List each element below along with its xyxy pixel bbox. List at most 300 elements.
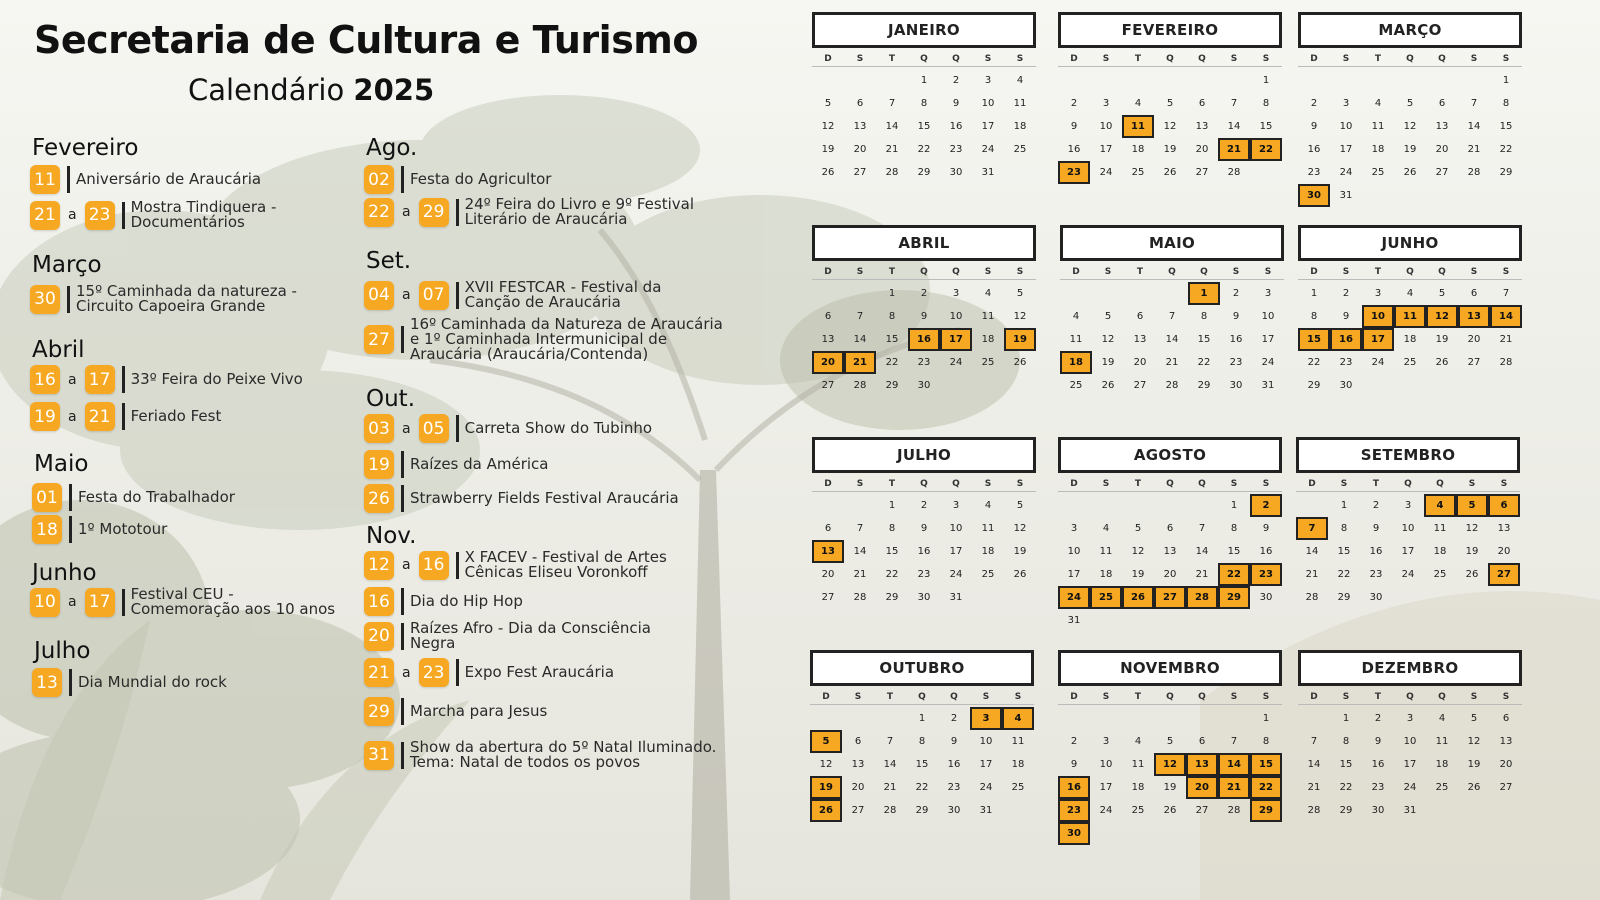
calendar-day: 29 [1499, 167, 1513, 178]
calendar-day: 29 [1197, 380, 1211, 391]
calendar-day: 14 [1227, 121, 1241, 132]
calendar-day: 9 [1070, 121, 1078, 132]
calendar-day: 24 [949, 569, 963, 580]
calendar-day: 21 [1467, 144, 1481, 155]
event-title: Festival CEU - Comemoração aos 10 anos [130, 585, 336, 618]
empty-day [1154, 707, 1186, 730]
event-item [30, 402, 221, 431]
calendar-day: 11 [1013, 98, 1027, 109]
calendar-day: 31 [1067, 615, 1081, 626]
calendar-day: 15 [917, 121, 931, 132]
date-badge: 03 [364, 414, 394, 443]
month-calendar [812, 225, 1036, 397]
calendar-day: 6 [824, 523, 832, 534]
calendar-day: 12 [1131, 546, 1145, 557]
month-heading: Julho [34, 638, 91, 664]
weekday-label: Q [1166, 691, 1174, 702]
event-day: 4 [1002, 707, 1034, 730]
event-item [32, 515, 167, 544]
calendar-day: 26 [1013, 357, 1027, 368]
calendar-day: 25 [981, 569, 995, 580]
date-badge: 10 [30, 588, 60, 617]
weekday-label: S [856, 266, 864, 277]
month-calendar [1298, 650, 1522, 822]
calendar-day: 23 [1229, 357, 1243, 368]
calendar-day: 10 [1099, 759, 1113, 770]
month-calendar [1296, 437, 1520, 609]
calendar-day: 30 [1259, 592, 1273, 603]
weekday-label: S [1102, 691, 1110, 702]
weekday-header [1060, 264, 1284, 280]
calendar-day: 31 [979, 805, 993, 816]
calendar-day: 1 [1502, 75, 1510, 86]
event-day: 2 [1250, 494, 1282, 517]
calendar-day: 22 [1499, 144, 1513, 155]
event-item [32, 483, 235, 512]
calendar-day: 7 [856, 311, 864, 322]
date-badge-end: 17 [85, 365, 115, 394]
calendar-day: 7 [1230, 736, 1238, 747]
range-connector: a [402, 420, 411, 437]
calendar-month-name: FEVEREIRO [1058, 12, 1282, 48]
event-day: 27 [1488, 563, 1520, 586]
calendar-day: 19 [1163, 144, 1177, 155]
calendar-day: 30 [1229, 380, 1243, 391]
event-day: 21 [1218, 776, 1250, 799]
event-title: Dia Mundial do rock [78, 673, 227, 691]
calendar-day: 28 [853, 592, 867, 603]
calendar-day: 27 [1133, 380, 1147, 391]
event-day: 5 [1456, 494, 1488, 517]
calendar-day: 4 [1072, 311, 1080, 322]
weekday-label: S [1342, 691, 1350, 702]
weekday-label: S [1262, 478, 1270, 489]
weekday-label: Q [920, 53, 928, 64]
month-calendar [1058, 12, 1282, 184]
divider [401, 588, 404, 615]
calendar-day: 24 [1261, 357, 1275, 368]
calendar-day: 15 [1499, 121, 1513, 132]
calendar-day: 7 [1310, 736, 1318, 747]
calendar-day: 12 [1163, 121, 1177, 132]
event-item [364, 621, 651, 651]
calendar-day: 25 [1131, 805, 1145, 816]
calendar-day: 13 [1133, 334, 1147, 345]
empty-day [1296, 494, 1328, 517]
event-day: 26 [1122, 586, 1154, 609]
weekday-label: D [824, 53, 832, 64]
weekday-header [812, 476, 1036, 492]
date-badge: 02 [364, 165, 394, 194]
weekday-label: T [1374, 53, 1382, 64]
calendar-day: 27 [821, 592, 835, 603]
calendar-day: 27 [1499, 782, 1513, 793]
empty-day [1058, 707, 1090, 730]
calendar-day: 29 [1307, 380, 1321, 391]
calendar-day: 19 [1403, 144, 1417, 155]
empty-day [1122, 707, 1154, 730]
calendar-day: 12 [1013, 311, 1027, 322]
calendar-day: 30 [949, 167, 963, 178]
calendar-day: 18 [1013, 121, 1027, 132]
calendar-day: 16 [1229, 334, 1243, 345]
date-badge: 22 [364, 198, 394, 227]
weekday-label: D [822, 691, 830, 702]
weekday-label: T [1134, 478, 1142, 489]
calendar-day: 15 [915, 759, 929, 770]
calendar-day: 13 [1499, 736, 1513, 747]
event-title: Carreta Show do Tubinho [464, 419, 653, 437]
calendar-day: 4 [984, 500, 992, 511]
calendar-day: 5 [1406, 98, 1414, 109]
weekday-label: S [1230, 53, 1238, 64]
date-badge: 21 [30, 201, 60, 230]
date-badge: 29 [364, 697, 394, 726]
weekday-header [1058, 51, 1282, 67]
calendar-day: 30 [1339, 380, 1353, 391]
calendar-month-name: ABRIL [812, 225, 1036, 261]
weekday-header [1298, 689, 1522, 705]
event-day: 13 [1458, 305, 1490, 328]
event-item [364, 697, 547, 726]
calendar-day: 28 [885, 167, 899, 178]
calendar-month-name: JUNHO [1298, 225, 1522, 261]
event-day: 26 [810, 799, 842, 822]
calendar-day: 16 [947, 759, 961, 770]
calendar-day: 14 [1467, 121, 1481, 132]
event-day: 6 [1488, 494, 1520, 517]
calendar-day: 26 [1465, 569, 1479, 580]
event-day: 24 [1058, 586, 1090, 609]
date-badge: 30 [30, 285, 60, 314]
weekday-label: Q [1406, 53, 1414, 64]
date-badge: 26 [364, 484, 394, 513]
weekday-label: Q [1406, 266, 1414, 277]
weekday-label: S [1232, 266, 1240, 277]
calendar-day: 6 [1438, 98, 1446, 109]
empty-day [1090, 69, 1122, 92]
subtitle-year: 2025 [353, 73, 435, 107]
weekday-label: Q [952, 478, 960, 489]
date-badge: 27 [364, 325, 394, 354]
calendar-day: 26 [1163, 805, 1177, 816]
calendar-day: 9 [1070, 759, 1078, 770]
empty-day [1124, 282, 1156, 305]
empty-day [1154, 69, 1186, 92]
date-badge-end: 16 [419, 551, 449, 580]
calendar-day: 26 [1163, 167, 1177, 178]
calendar-day: 7 [1168, 311, 1176, 322]
date-badge-end: 07 [419, 281, 449, 310]
month-heading: Nov. [366, 523, 417, 549]
calendar-day: 11 [1435, 736, 1449, 747]
event-day: 1 [1188, 282, 1220, 305]
days-grid [1060, 282, 1284, 397]
weekday-label: Q [1166, 478, 1174, 489]
event-day: 16 [1330, 328, 1362, 351]
calendar-day: 29 [885, 380, 899, 391]
calendar-day: 11 [1011, 736, 1025, 747]
event-day: 19 [810, 776, 842, 799]
empty-day [1058, 494, 1090, 517]
event-item [364, 280, 661, 310]
calendar-day: 31 [1339, 190, 1353, 201]
calendar-day: 22 [915, 782, 929, 793]
calendar-day: 2 [1232, 288, 1240, 299]
empty-day [1122, 69, 1154, 92]
calendar-day: 6 [854, 736, 862, 747]
calendar-day: 15 [1227, 546, 1241, 557]
calendar-day: 7 [886, 736, 894, 747]
calendar-day: 14 [1165, 334, 1179, 345]
calendar-day: 19 [1163, 782, 1177, 793]
days-grid [1058, 69, 1282, 184]
calendar-day: 7 [856, 523, 864, 534]
calendar-day: 21 [885, 144, 899, 155]
event-day: 13 [812, 540, 844, 563]
event-title: Mostra Tindiquera - Documentários [130, 198, 277, 231]
weekday-label: T [886, 691, 894, 702]
event-day: 10 [1362, 305, 1394, 328]
calendar-day: 18 [1131, 144, 1145, 155]
calendar-day: 27 [851, 805, 865, 816]
calendar-day: 3 [1070, 523, 1078, 534]
calendar-day: 20 [1435, 144, 1449, 155]
date-badge: 13 [32, 668, 62, 697]
weekday-label: D [1070, 691, 1078, 702]
range-connector: a [68, 371, 77, 388]
range-connector: a [402, 557, 411, 573]
empty-day [1090, 707, 1122, 730]
weekday-label: T [1134, 53, 1142, 64]
calendar-day: 5 [1016, 288, 1024, 299]
empty-day [1298, 707, 1330, 730]
calendar-day: 15 [1259, 121, 1273, 132]
weekday-label: Q [1198, 691, 1206, 702]
calendar-day: 2 [952, 75, 960, 86]
calendar-day: 24 [1099, 805, 1113, 816]
calendar-day: 13 [1497, 523, 1511, 534]
date-badge: 16 [30, 365, 60, 394]
calendar-day: 11 [1371, 121, 1385, 132]
calendar-day: 20 [1497, 546, 1511, 557]
weekday-label: T [1374, 691, 1382, 702]
weekday-label: T [888, 478, 896, 489]
weekday-label: Q [1438, 266, 1446, 277]
calendar-day: 27 [1467, 357, 1481, 368]
calendar-day: 3 [952, 500, 960, 511]
calendar-day: 3 [984, 75, 992, 86]
divider [401, 485, 404, 512]
weekday-label: S [1502, 266, 1510, 277]
calendar-day: 2 [1342, 288, 1350, 299]
weekday-label: S [1342, 266, 1350, 277]
weekday-label: Q [1166, 53, 1174, 64]
calendar-day: 1 [888, 288, 896, 299]
calendar-day: 16 [917, 546, 931, 557]
calendar-day: 1 [1262, 713, 1270, 724]
event-day: 13 [1186, 753, 1218, 776]
event-day: 22 [1218, 563, 1250, 586]
calendar-month-name: DEZEMBRO [1298, 650, 1522, 686]
calendar-day: 2 [920, 500, 928, 511]
weekday-label: S [1262, 691, 1270, 702]
calendar-day: 24 [1339, 167, 1353, 178]
weekday-label: S [1470, 691, 1478, 702]
weekday-label: S [1502, 691, 1510, 702]
event-title: 16º Caminhada da Natureza de Araucária e 1º Caminhada Intermunicipal de Araucária (Araucária/Contenda) [410, 315, 723, 363]
divider [122, 589, 125, 616]
weekday-label: S [1016, 478, 1024, 489]
event-item [364, 317, 723, 362]
calendar-day: 14 [853, 546, 867, 557]
empty-day [842, 707, 874, 730]
calendar-day: 27 [1195, 805, 1209, 816]
calendar-day: 13 [1163, 546, 1177, 557]
divider [67, 286, 70, 313]
date-badge-end: 23 [419, 658, 449, 687]
date-badge: 21 [364, 658, 394, 687]
calendar-day: 9 [1342, 311, 1350, 322]
event-title: 15º Caminhada da natureza - Circuito Capoeira Grande [76, 282, 297, 315]
calendar-day: 29 [885, 592, 899, 603]
empty-day [844, 69, 876, 92]
weekday-label: S [1016, 53, 1024, 64]
calendar-day: 15 [1339, 759, 1353, 770]
calendar-day: 3 [1102, 98, 1110, 109]
divider [401, 326, 404, 353]
calendar-day: 18 [1433, 546, 1447, 557]
calendar-day: 11 [981, 311, 995, 322]
event-title: Festa do Trabalhador [78, 488, 235, 506]
calendar-day: 19 [821, 144, 835, 155]
event-item [364, 165, 551, 194]
weekday-label: Q [952, 53, 960, 64]
date-badge: 18 [32, 515, 62, 544]
calendar-day: 30 [1371, 805, 1385, 816]
calendar-day: 6 [1198, 736, 1206, 747]
date-badge: 16 [364, 587, 394, 616]
page-title: Secretaria de Cultura e Turismo [34, 18, 699, 62]
calendar-day: 30 [917, 380, 931, 391]
weekday-header [1298, 51, 1522, 67]
days-grid [1296, 494, 1520, 609]
event-title: X FACEV - Festival de Artes Cênicas Eliseu Voronkoff [464, 548, 667, 581]
empty-day [1092, 282, 1124, 305]
calendar-day: 30 [917, 592, 931, 603]
calendar-day: 28 [1165, 380, 1179, 391]
weekday-label: S [984, 266, 992, 277]
event-item [30, 165, 261, 194]
calendar-day: 23 [1307, 167, 1321, 178]
calendar-month-name: JANEIRO [812, 12, 1036, 48]
empty-day [1186, 494, 1218, 517]
month-calendar [1058, 437, 1282, 632]
calendar-day: 31 [1403, 805, 1417, 816]
calendar-day: 2 [1070, 736, 1078, 747]
calendar-day: 1 [1310, 288, 1318, 299]
calendar-day: 23 [1371, 782, 1385, 793]
calendar-day: 21 [1165, 357, 1179, 368]
calendar-day: 26 [1013, 569, 1027, 580]
range-connector: a [68, 207, 77, 223]
weekday-label: Q [920, 478, 928, 489]
calendar-day: 3 [1406, 713, 1414, 724]
empty-day [1058, 69, 1090, 92]
calendar-day: 19 [1101, 357, 1115, 368]
calendar-day: 12 [1013, 523, 1027, 534]
calendar-day: 9 [1372, 523, 1380, 534]
weekday-label: S [984, 53, 992, 64]
calendar-day: 18 [1011, 759, 1025, 770]
calendar-day: 15 [1197, 334, 1211, 345]
calendar-day: 7 [1470, 98, 1478, 109]
event-item [30, 365, 303, 394]
calendar-day: 2 [1374, 713, 1382, 724]
event-day: 17 [940, 328, 972, 351]
calendar-day: 5 [1470, 713, 1478, 724]
date-badge: 11 [30, 165, 60, 194]
event-item [364, 550, 667, 580]
event-item [364, 484, 679, 513]
event-day: 20 [1186, 776, 1218, 799]
calendar-day: 10 [1403, 736, 1417, 747]
weekday-label: T [1136, 266, 1144, 277]
month-heading: Março [32, 252, 102, 278]
calendar-day: 12 [819, 759, 833, 770]
month-heading: Fevereiro [32, 135, 139, 161]
calendar-day: 31 [1261, 380, 1275, 391]
event-day: 29 [1218, 586, 1250, 609]
range-connector: a [402, 287, 411, 303]
date-badge-end: 05 [419, 414, 449, 443]
calendar-day: 3 [1102, 736, 1110, 747]
date-badge-end: 21 [85, 402, 115, 431]
calendar-day: 22 [1339, 782, 1353, 793]
empty-day [1122, 494, 1154, 517]
weekday-label: Q [1404, 478, 1412, 489]
calendar-day: 5 [1166, 736, 1174, 747]
calendar-day: 11 [981, 523, 995, 534]
weekday-label: D [1072, 266, 1080, 277]
empty-day [1362, 69, 1394, 92]
calendar-day: 8 [1262, 98, 1270, 109]
calendar-day: 8 [1342, 736, 1350, 747]
weekday-label: D [824, 478, 832, 489]
calendar-day: 29 [1337, 592, 1351, 603]
calendar-day: 14 [1305, 546, 1319, 557]
calendar-day: 30 [947, 805, 961, 816]
calendar-day: 1 [918, 713, 926, 724]
weekday-label: S [854, 691, 862, 702]
calendar-day: 21 [1499, 334, 1513, 345]
divider [456, 282, 459, 309]
event-day: 17 [1362, 328, 1394, 351]
event-day: 22 [1250, 776, 1282, 799]
calendar-day: 17 [1099, 782, 1113, 793]
empty-day [1156, 282, 1188, 305]
calendar-day: 1 [888, 500, 896, 511]
calendar-day: 6 [1470, 288, 1478, 299]
weekday-label: D [1310, 266, 1318, 277]
calendar-day: 8 [888, 311, 896, 322]
weekday-label: S [984, 478, 992, 489]
calendar-day: 3 [1264, 288, 1272, 299]
calendar-day: 7 [1198, 523, 1206, 534]
calendar-day: 10 [1339, 121, 1353, 132]
calendar-day: 9 [952, 98, 960, 109]
calendar-day: 28 [883, 805, 897, 816]
